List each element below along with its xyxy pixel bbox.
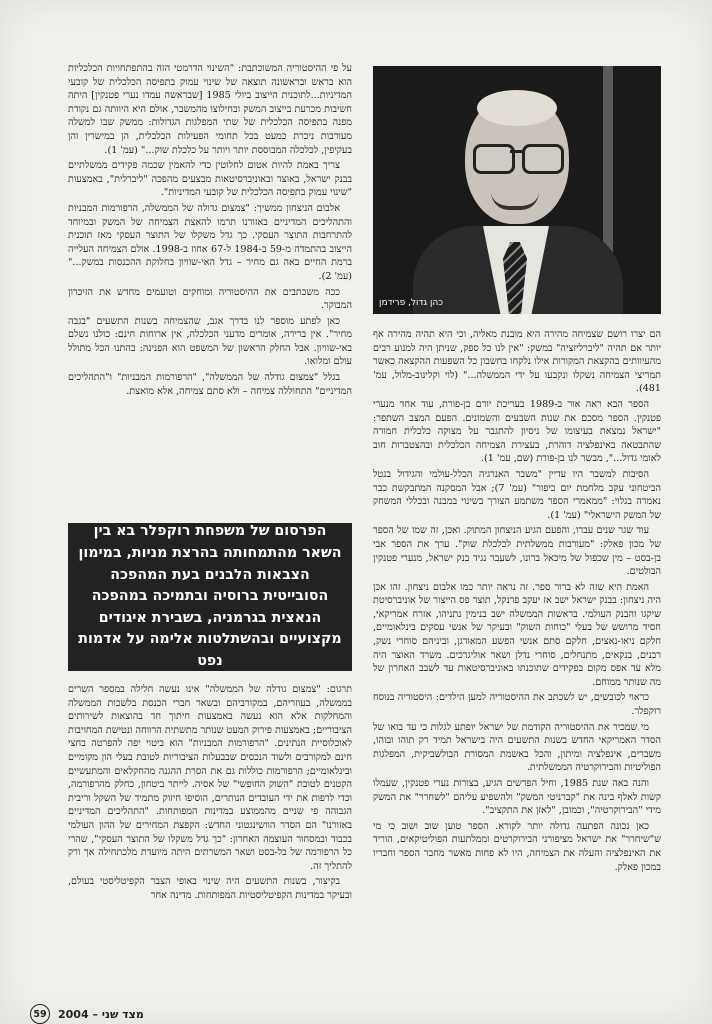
paragraph: מי שמכיר את ההיסטוריה הקודמת של ישראל יופתע לגלות כי עד בואו של הסדר האמריקאי החדש בשנות התשעים היה בישראל תמיד רק תוהו ובוהו, משברים, אינפלציה ומיתון, והכל באשמת המסורת הבולשביקית, המפלגות הפוליטיות והבירוקרטיה הממשלתית.	[373, 721, 661, 774]
paragraph: כאן לפתע מוספר לנו בדרך אגב, שהצמיחה בשנות התשעים "בגבה מחיר". אין ברירה, אומרים מדעני הכלכלה, אין ארוחות חינם: כולנו נשלם באי-שוויון. אבל החלק הראשון של המשפט הוא הפנינה: בהתנו הכל מתולל עולם ומלואו.	[68, 315, 352, 368]
paragraph: האמת היא שזה לא ברור ספר. זה נראה יותר כמו אלבום ניצחון. זהו אכן היה ניצחון: בבנק ישראל ישב אז יעקב פרנקל, תוצר פס הייצור של אוניברסיטת שיקגו והבנק העולמי. בראשות הממשלה ישב בנימין נתניהו, אזרח אמריקאי, חסיד מרושש של בעלי "כוחות השוק" ובעיקר של אנשי עסקים בינלאומיים, חלקם ניאו-נאצים, חלקם סתם אנשי הפשע המאורגן, וביניהם סוחרי נשק, רבנים, בנקאים, מתנחלים, סוחרי נדלן ושאר אוליגרכים. משרד האוצר היה מלא עד אפס מקום בפקידים שתוכנתו באוניברסיטאות עד לשבב האחרון של מה שנותר ממוחם.	[373, 581, 661, 688]
paragraph: כראוי לכובשים, יש לשכתב את ההיסטוריה למען הילדים: היסטוריה בנוסח רוקפלר.	[373, 692, 661, 718]
left-column-bottom	[68, 683, 352, 905]
photo-scalp	[477, 90, 557, 126]
paragraph: על פי ההיסטוריה המשוכתבת: "השינוי הדרמטי הזה בהתפתחויות הכלכליות הוא בראש ובראשונה תוצאה של שינוי עמוק בתפיסה הכלכלית של קובעי המדיניות...לתוכנית הייצוב ביולי 1985 [שבראשה עמדו נערי פטנקין] היתה חשיבות מכרעת בייצוב המשק ובחילוצו מהמשבר, אולם היא היוותה גם נקודת מפנה בתפיסה הכלכלית של שתי המפלגות הגדולות: ממשק שבו למשלה מעורבות ניכרת כמעט בכל תחומי הפעילות הכלכלית, הן במישרין והן בעקיפין, לכלכלה המבוססת יותר ויותר על כלכלת שוק..." (עמ' 1).	[68, 63, 352, 156]
paragraph: הם יצרו רושם שצמיחה מהירה היא מובנת מאליה, וכי היא תהיה מהירה אף יותר אם תהיה "ליברליזציה" במשק: "אין לנו כל ספק, שניתן היה למנוע רבים מהעיוותים בהקצאת המקורות אילו נלקחו בחשבון כל השפעות ההקצאה כאשר תמריצי הצמיחה נשקלו ונקבעו על ידי הממשלה..." (לוי וקלינוב-מלול, עמ' 481).	[373, 329, 661, 395]
paragraph: עוד שגר שנים עברו, והפעם הגיע הניצחון המתוק. ואכן, זה שמו של הספר של מכון פאלק: "מעורבות ממשלתית לכלכלת שוק". ערך את הספר אבי בן-בסט – מין שכפול של מיכאל ברונו, לשעבר נגיד בנק ישראל, מנערי פטנקין הבולטים.	[373, 525, 661, 578]
glasses-bridge	[510, 150, 522, 153]
portrait-photo	[373, 66, 661, 314]
paragraph: הספר הבא ראה אור ב-1989 בעריכת יורם בן-פורת, עוד אחד מנערי פטנקין. הספר מסכם את שנות השבעים והשמונים. הפעם המצב השתפר: "ישראל נמצאת בעיצומו של ניסיון להתגבר על מצוקה כלכלית חמורה שהתבטאה באינפלציה דוהרת, בעצירת הצמיחה הכלכלית ובהצטברות חוב לאומי גדול...", מבשר לנו בן-פורת (שם, עמ' 1).	[373, 398, 661, 465]
paragraph: אלבום הניצחון ממשיך: "צמצום גדולה של הממשלה, הרפורמות המבניות והתהליכים המדיניים באזורנו תרמו להאצת הצמיחה של המשק ובמיוחד להתרחבות התוצר העסקי. כך גדל משקלו של התוצר העסקי מאז תוכנית הייצוב בהתמדה מ-59 ב-1984 ל-67 אחוז ב-1998. אולם הצמיחה העלייה ברמת החיים באה גם מחיר – גדל האי-שוויון בחלוקת ההכנסות במשק..." (עמ' 2).	[68, 202, 353, 282]
glasses-right-lens	[522, 144, 564, 174]
paragraph: בגלל "צמצום גודלה של הממשלה", "הרפורמות המבניות" ו"התהליכים המדיניים" התחוללה צמיחה – ולא סתם צמיחה, אלא מואצת.	[68, 372, 352, 397]
paragraph: תרגום: "צמצום גודלה של הממשלה" אינו נעשה חלילה במספר השרים בממשלה, בעוזריהם, במקורביהם ובשאר חברי הכנסת בלשכות הממשלה והמחלקות אלא הוא נעשה באמצעות חיתוך חד בהוצאות לשירותים הציבוריים; באמצעות פירוק המעט שנותר מתשתית הרווחה ונטישת המחויבות לאוכלוסיית הנתינים. "הרפורמות המבניות" הוא ביטוי יפה להפרטה בחצי חינם למקורבים ולשוד הנכסים שבבעלות הציבוריות לטובת בעלי הון מקומיים ובינלאומיים; הרפורמות כוללות גם את הסרת ההגנה מהחקלאים והמתעשיים הקטנים לטובת "השוק החופשי" של אסיה. לייתר ביטחון, כחלק מהרפורמה, וכדי לרפות את ידי העובדים הנותרים, הוסיפו חיזוק מתמיד של השקל וריבית הגבוהה פי שניים מהממוצע במדינות המפותחות. "התהליכים המדיניים באזורנו" הם הסדר הוושינגטוני החדש: הקפצת המחירים של ההון העולמי בכבוד ובמסחור העוצמה האחרון: "כך גדל משקלו של התוצר העסקי", שהרי כל הרפורמה של בל-בסט ושאר המשרתים היתה מיועדת מלכתחילה אך ורק להתליך זה.	[68, 684, 352, 872]
paragraph: ככה משכתבים את ההיסטוריה ומוחקים וטועמים מחדש את הזיכרון המבוקר.	[68, 286, 352, 312]
right-column	[373, 328, 661, 876]
paragraph: והנה באה שנת 1985, וחיל הפרשים הגיע, בצורות נערי פטנקין, שעמלו קשות לאלף בינה את "קברניטי המשק" ולהשפיע עליהם "לשחרר" את המשק מידי "הבירוקרטיה", וכמובן, "לאזן את התקציב".	[373, 778, 661, 817]
paragraph: בקיצור, בשנות התשעים היה שינוי באופי הצבר הקפיטליסטי בעולם, ובעיקר במדינות הקפיטליסטיות המפותחות. מדינה אחר	[68, 876, 352, 901]
pull-quote	[68, 523, 352, 671]
pull-quote-text: הפרסום של משפחת רוקפלר בא בין השאר מהתמחותה בהרצת מניות, במימון הצבאות הלבנים בעת המהפכה הסובייטית ברוסיה ובתמיכה במהפכה הנאצית בגרמניה, בשבירת איגודים מקצועיים ובהשתלטות אלימה על אדמות נפט	[78, 523, 342, 669]
paragraph: כאן נכונה הפתעה גדולה יותר לקורא. הספר טוען שוב ושוב כי מי ש"שיחרר" את ישראל מציפורני הבירוקרטים וממלתעות הפוליטיקאים, הוריד את האינפלציה והעלה את הצמיחה, היו לא פחות מאשר מחבר הספר וחבריו במכון פאלק.	[373, 820, 661, 873]
paragraph: הסיבות למשבר היו עדיין "משבר האנרגיה הכלל-עולמי והגידול בנטל הביטחוני עקב מלחמת יום כיפור" (עמ' 7); אבל המסקנה המתבקשת כבר נאמרה בגלוי: "ממאמרי הספר משתמע הצורך בשינוי במבנה ובכללי המשחק של המשק הישראלי" (עמ' 1).	[373, 468, 661, 521]
photo-caption: כהן גדול, פרידמן	[379, 298, 444, 308]
glasses-left-lens	[473, 144, 515, 174]
issue-label: מצד שני – 2004	[58, 1007, 144, 1021]
page-footer	[30, 1004, 144, 1024]
left-column-top	[68, 62, 352, 400]
page-number: 59	[30, 1004, 50, 1024]
paragraph: צריך באמת להיות אטום לחלוטין כדי להאמין שכמה פקידים ממשלתיים בבנק ישראל, באוצר ובאוניברסיטאות מבצעים מהפכה "ליברלית", באמצעות "שינוי עמוק בתפיסה הכלכלית של קובעי המדיניות".	[68, 160, 352, 199]
